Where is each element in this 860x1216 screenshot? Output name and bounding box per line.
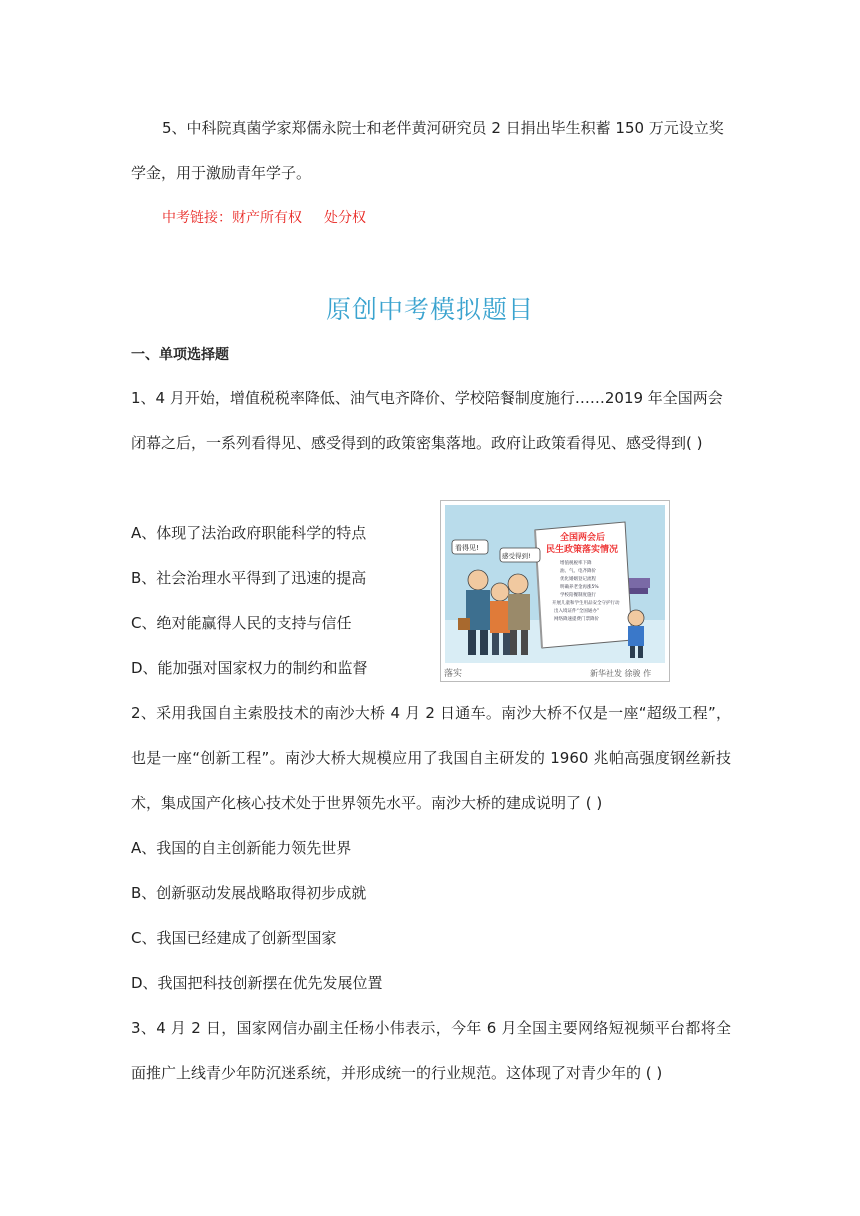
q2-option-c: C、我国已经建成了创新型国家: [131, 929, 337, 947]
sign-item-3: 优化婚姻登记流程: [560, 577, 596, 582]
sign-item-7: 出入境证件“全国通办”: [554, 609, 600, 614]
sign-title-1: 全国两会后: [560, 533, 606, 543]
q1-option-d: D、能加强对国家权力的制约和监督: [131, 659, 368, 677]
q2-option-b: B、创新驱动发展战略取得初步成就: [131, 884, 367, 902]
item5-line2: 学金，用于激励青年学子。: [131, 164, 312, 182]
q2-line1: 2、采用我国自主索股技术的南沙大桥 4 月 2 日通车。南沙大桥不仅是一座“超级工程”，: [131, 704, 731, 722]
q1-line1: 1、4 月开始，增值税税率降低、油气电齐降价、学校陪餐制度施行……2019 年全国两会: [131, 389, 723, 407]
q2-line2: 也是一座“创新工程”。南沙大桥大规模应用了我国自主研发的 1960 兆帕高强度钢丝新技: [131, 749, 731, 767]
q1-option-a: A、体现了法治政府职能科学的特点: [131, 524, 367, 542]
speech-bubble-1: 看得见!: [455, 544, 479, 552]
section-heading: 一、单项选择题: [131, 347, 229, 363]
sign-item-4: 明确养老金再涨5%: [560, 585, 599, 590]
q2-option-d: D、我国把科技创新摆在优先发展位置: [131, 974, 383, 992]
q1-option-c: C、绝对能赢得人民的支持与信任: [131, 614, 352, 632]
cartoon-caption-left: 落实: [444, 669, 463, 679]
q3-line1: 3、4 月 2 日，国家网信办副主任杨小伟表示，今年 6 月全国主要网络短视频平台都将全: [131, 1019, 731, 1037]
policy-cartoon-image: [440, 500, 670, 682]
item5-line1: 5、中科院真菌学家郑儒永院士和老伴黄河研究员 2 日捐出毕生积蓄 150 万元设立奖: [162, 119, 724, 137]
sign-item-1: 增值税税率下降: [560, 561, 592, 566]
q3-line2: 面推广上线青少年防沉迷系统，并形成统一的行业规范。这体现了对青少年的 ( ): [131, 1064, 663, 1082]
sign-item-6: 开展儿童和学生用品安全守护行动: [552, 601, 620, 606]
q1-option-b: B、社会治理水平得到了迅速的提高: [131, 569, 367, 587]
cartoon-caption-right: 新华社发 徐骏 作: [590, 669, 652, 678]
sign-item-8: 网络降速提费门票降价: [554, 617, 599, 622]
exam-link-label2: 处分权: [324, 210, 366, 226]
q2-option-a: A、我国的自主创新能力领先世界: [131, 839, 352, 857]
page-title: 原创中考模拟题目: [325, 295, 534, 324]
q2-line3: 术，集成国产化核心技术处于世界领先水平。南沙大桥的建成说明了 ( ): [131, 794, 603, 812]
sign-title-2: 民生政策落实情况: [546, 545, 619, 555]
speech-bubble-2: 感受得到!: [502, 552, 531, 560]
q1-line2: 闭幕之后，一系列看得见、感受得到的政策密集落地。政府让政策看得见、感受得到( ): [131, 434, 703, 452]
sign-item-5: 学校陪餐制度施行: [560, 593, 596, 598]
sign-item-2: 油、气、电齐降价: [560, 569, 596, 574]
exam-link-label: 中考链接：财产所有权: [162, 210, 302, 226]
exam-link: [162, 208, 366, 228]
